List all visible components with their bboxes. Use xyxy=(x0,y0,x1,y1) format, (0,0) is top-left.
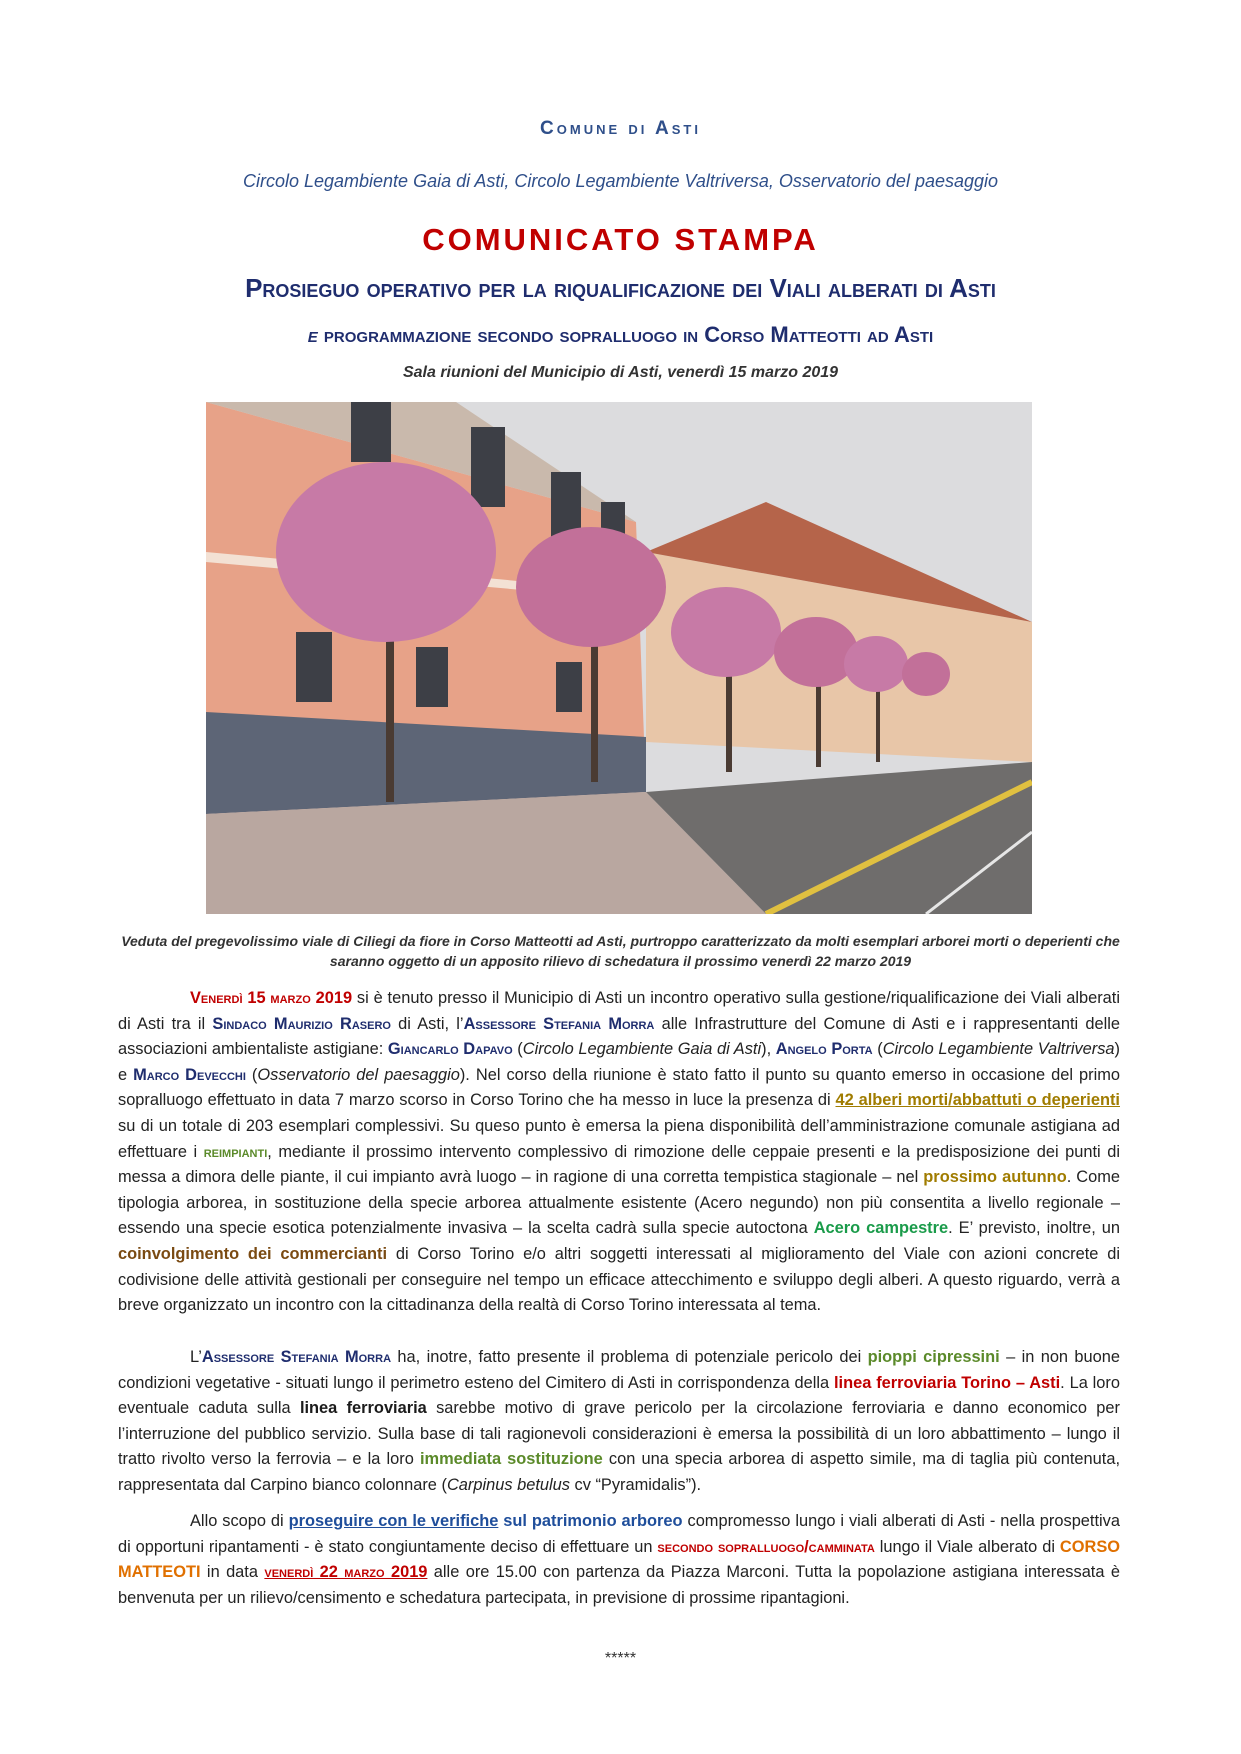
text: ) e xyxy=(118,1040,1121,1084)
text: cv “Pyramidalis”). xyxy=(569,1475,702,1494)
inspection-date-highlight: venerdì 22 marzo 2019 xyxy=(264,1563,428,1582)
text: ), xyxy=(761,1040,776,1059)
text: sarebbe motivo di grave pericolo per la circolazione ferroviaria e danno economico per l’interruzione del pubblico servizio. Sulla base di tali ragionevoli considerazioni è emersa la possibilità di un loro abbattimento – lungo il tratto rivolto verso la ferrovia – e la loro xyxy=(118,1399,1120,1469)
text: alle ore 15.00 con partenza da Piazza Marconi. Tutta la popolazione astigiana interessata è benvenuta per un rilievo/censimento e schedatura partecipata, in previsione di prossime ripantagioni. xyxy=(118,1563,1120,1607)
title-line-2-rest: programmazione secondo sopralluogo in Corso Matteotti ad Asti xyxy=(323,322,934,347)
text: ( xyxy=(245,1065,258,1084)
person-name: Marco Devecchi xyxy=(133,1065,246,1084)
railway-line-highlight: linea ferroviaria Torino – Asti xyxy=(834,1373,1061,1392)
street-name-highlight: CORSO MATTEOTI xyxy=(118,1537,1120,1582)
text: in data xyxy=(200,1563,265,1582)
paragraph-3 xyxy=(118,1509,1120,1611)
text: ). Nel corso della riunione è stato fatto il punto su quanto emerso in occasione del primo sopralluogo effettuato in data 7 marzo scorso in Corso Torino che ha messo in luce la presenza di xyxy=(118,1065,1120,1110)
text: L’ xyxy=(190,1348,202,1366)
association-name: Circolo Legambiente Gaia di Asti xyxy=(522,1040,762,1059)
title-line-1: Prosieguo operativo per la riqualificazione dei Viali alberati di Asti xyxy=(245,273,996,303)
text: di Corso Torino e/o altri soggetti interessati al miglioramento del Viale con azioni concrete di codivisione delle attività gestionali per conseguire nel tempo un efficace attecchimento e sviluppo degli alberi. A questo riguardo, verrà a breve organizzato un incontro con la cittadinanza della realtà di Corso Torino interessata al tema. xyxy=(118,1244,1121,1315)
replanting-highlight: reimpianti xyxy=(203,1142,268,1161)
verification-highlight: proseguire con le verifiche xyxy=(288,1512,499,1530)
text: ( xyxy=(872,1040,883,1059)
railway-highlight: linea ferroviaria xyxy=(299,1399,427,1418)
person-name: Giancarlo Dapavo xyxy=(387,1040,513,1059)
title-e: e xyxy=(307,322,318,347)
organization-name: Comune di Asti xyxy=(540,118,701,139)
dead-trees-highlight: 42 alberi morti/abbattuti o deperienti xyxy=(835,1091,1120,1110)
text: . Come tipologia arborea, in sostituzione della specie arborea attualmente esistente (Acero negundo) non più consentita a livello regionale – essendo una specie esotica potenzialmente invasiva – la scelta cadrà sulla specie autoctona xyxy=(118,1168,1120,1238)
text: compromesso lungo i viali alberati di Asti - nella prospettiva di opportuni ripantamenti - è stato congiuntamente deciso di effettuare un xyxy=(118,1512,1120,1556)
second-inspection-highlight: secondo sopralluogo/camminata xyxy=(657,1537,875,1556)
assessor-name: Assessore Stefania Morra xyxy=(463,1014,655,1033)
association-name: Circolo Legambiente Valtriversa xyxy=(882,1040,1115,1059)
paragraph-2 xyxy=(118,1345,1120,1499)
autumn-highlight: prossimo autunno xyxy=(923,1168,1067,1187)
text: lungo il Viale alberato di xyxy=(874,1537,1060,1556)
tree-heritage-highlight: sul patrimonio arboreo xyxy=(503,1512,683,1530)
text: Allo scopo di xyxy=(190,1512,289,1530)
text: con una specia arborea di aspetto simile, ma di taglia più contenuta, rappresentata dal Carpino bianco colonnare ( xyxy=(118,1450,1120,1494)
paragraph-1 xyxy=(118,986,1120,1319)
species-latin-name: Carpinus betulus xyxy=(446,1475,570,1494)
press-release-heading: COMUNICATO STAMPA xyxy=(422,222,819,257)
text: ( xyxy=(512,1040,523,1059)
merchants-highlight: coinvolgimento dei commercianti xyxy=(118,1244,388,1263)
assessor-name: Assessore Stefania Morra xyxy=(201,1348,392,1366)
text: . La loro eventuale caduta sulla xyxy=(118,1373,1120,1418)
text: alle Infrastrutture del Comune di Asti e i rappresentanti delle associazioni ambientaliste astigiane: xyxy=(118,1014,1120,1059)
text: si è tenuto presso il Municipio di Asti un incontro operativo sulla gestione/riqualificazione dei Viali alberati di Asti tra il xyxy=(118,989,1120,1033)
text: – in non buone condizioni vegetative - situati lungo il perimetro esteno del Cimitero di Asti in corrispondenza della xyxy=(118,1348,1121,1392)
title-line-2 xyxy=(0,322,1241,348)
meeting-place-date: Sala riunioni del Municipio di Asti, venerdì 15 marzo 2019 xyxy=(402,364,839,381)
text: ha, inotre, fatto presente il problema di potenziale pericolo dei xyxy=(391,1348,868,1366)
text: , mediante il prossimo intervento complessivo di rimozione delle ceppaie presenti e la predisposizione dei punti di messa a dimora delle piante, il cui impianto avrà luogo – in ragione di una corretta tempistica stagionale – nel xyxy=(118,1142,1120,1187)
person-name: Angelo Porta xyxy=(775,1040,873,1059)
end-separator: ***** xyxy=(604,1650,637,1667)
association-name: Osservatorio del paesaggio xyxy=(257,1065,460,1084)
date-highlight: Venerdì 15 marzo 2019 xyxy=(190,989,353,1007)
replacement-highlight: immediata sostituzione xyxy=(419,1450,603,1469)
text: su di un totale di 203 esemplari complessivi. Su queso punto è emersa la piena disponibilità dell’amministrazione comunale astigiana ad effettuare i xyxy=(118,1116,1120,1161)
mayor-name: Sindaco Maurizio Rasero xyxy=(212,1014,391,1033)
street-cherry-trees-photo xyxy=(206,402,1032,914)
text: . E’ previsto, inoltre, un xyxy=(948,1219,1120,1238)
associations-line: Circolo Legambiente Gaia di Asti, Circolo Legambiente Valtriversa, Osservatorio del paesaggio xyxy=(242,171,999,191)
text: di Asti, l’ xyxy=(390,1014,464,1033)
poplars-highlight: pioppi cipressini xyxy=(867,1348,1000,1366)
photo-caption: Veduta del pregevolissimo viale di Ciliegi da fiore in Corso Matteotti ad Asti, purtroppo caratterizzato da molti esemplari arborei morti o deperienti che saranno oggetto di un apposito rilievo di schedatura il prossimo venerdì 22 marzo 2019 xyxy=(121,933,1120,969)
species-highlight: Acero campestre xyxy=(813,1219,949,1238)
